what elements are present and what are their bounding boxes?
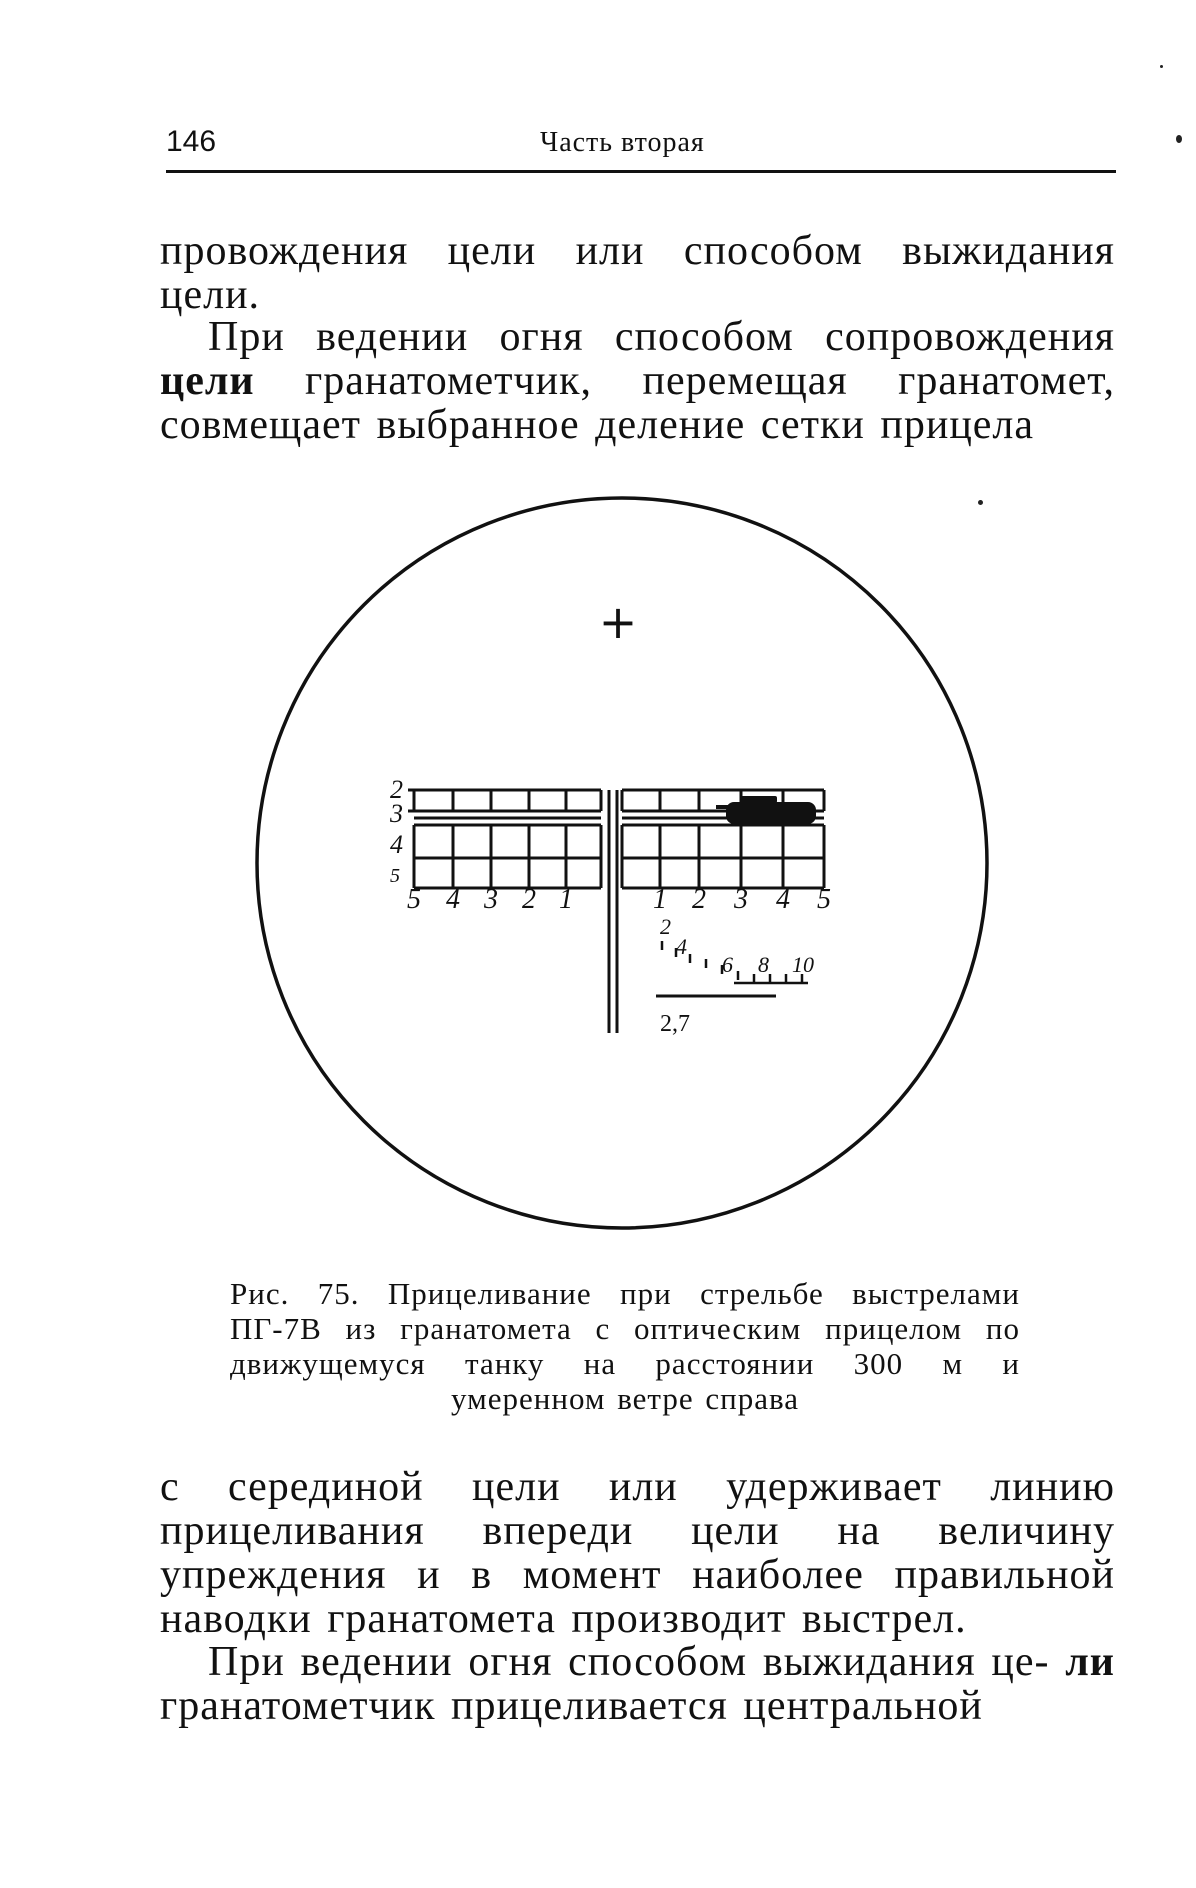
paragraph-4-start: При ведении огня способом выжидания це- bbox=[208, 1639, 1050, 1685]
running-head: Часть вторая bbox=[540, 127, 705, 158]
range-scale-label: 6 bbox=[722, 952, 733, 977]
range-label: 3 bbox=[484, 884, 498, 915]
row-label: 2 bbox=[390, 775, 403, 804]
range-label: 1 bbox=[653, 884, 667, 915]
paragraph-4-rest: гранатометчик прицеливается центральной bbox=[160, 1683, 983, 1729]
range-label: 5 bbox=[817, 884, 831, 915]
paragraph-3-text: с серединой цели или удерживает линию прицеливания впереди цели на величину упреждения и в момент наиболее правильной наводки гранатомета производит выстрел. bbox=[160, 1464, 1115, 1642]
range-scale-label: 2 bbox=[660, 914, 671, 939]
range-label: 5 bbox=[407, 884, 421, 915]
paragraph-4 bbox=[160, 1640, 1115, 1728]
vertical-post bbox=[609, 790, 617, 1033]
row-label: 5 bbox=[390, 865, 400, 887]
page-number: 146 bbox=[166, 125, 217, 158]
range-label: 2 bbox=[692, 884, 706, 915]
range-scale-label: 4 bbox=[676, 934, 687, 959]
header-rule bbox=[166, 170, 1116, 173]
scan-speck bbox=[978, 500, 983, 505]
range-scale-labels bbox=[660, 914, 814, 977]
range-scale-label: 10 bbox=[792, 952, 814, 977]
range-label: 1 bbox=[559, 884, 573, 915]
range-label: 4 bbox=[776, 884, 790, 915]
paragraph-2-start: При ведении огня способом сопровождения bbox=[208, 314, 1115, 360]
row-labels bbox=[389, 775, 403, 887]
left-grid bbox=[408, 790, 601, 888]
paragraph-4-bold: ли bbox=[1065, 1639, 1115, 1685]
range-scale-label: 8 bbox=[758, 952, 769, 977]
scan-speck bbox=[1160, 65, 1163, 68]
reticle-svg bbox=[236, 478, 1016, 1248]
scale-value: 2,7 bbox=[660, 1011, 690, 1037]
figure-caption: Рис. 75. Прицеливание при стрельбе выстрелами ПГ-7В из гранатомета с оптическим прицелом по движущемуся танку на расстоянии 300 м и умеренном ветре справа bbox=[230, 1276, 1020, 1416]
range-label: 3 bbox=[734, 884, 748, 915]
range-label: 4 bbox=[446, 884, 460, 915]
sight-reticle-figure bbox=[236, 478, 1016, 1248]
paragraph-2 bbox=[160, 315, 1115, 447]
paragraph-2-bold: цели bbox=[160, 358, 255, 404]
scan-speck bbox=[1176, 135, 1182, 143]
row-label: 3 bbox=[390, 799, 403, 828]
tank-silhouette bbox=[716, 796, 816, 824]
row-label: 4 bbox=[390, 830, 403, 859]
paragraph-2-rest: гранатометчик, перемещая гранатомет, совмещает выбранное деление сетки прицела bbox=[160, 358, 1115, 448]
central-cross: + bbox=[598, 595, 638, 649]
paragraph-3 bbox=[160, 1465, 1115, 1641]
range-label: 2 bbox=[522, 884, 536, 915]
paragraph-1-text: провождения цели или способом выжидания цели. bbox=[160, 228, 1115, 318]
paragraph-1 bbox=[160, 229, 1115, 317]
